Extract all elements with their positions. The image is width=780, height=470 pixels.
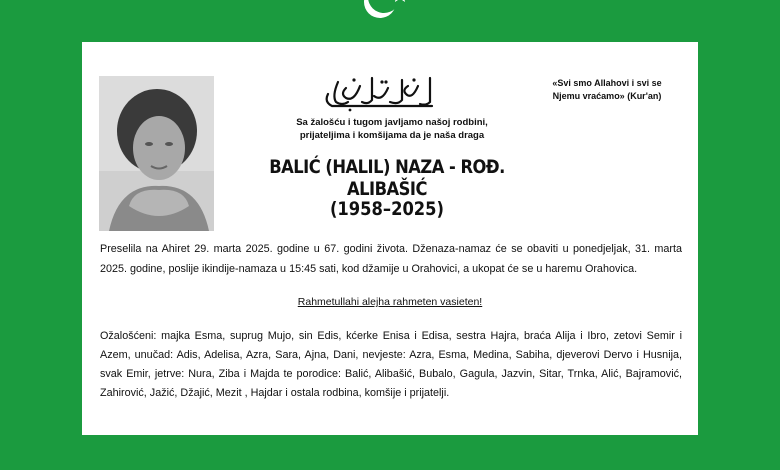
deceased-name: BALIĆ (HALIL) NAZA - ROĐ. ALIBAŠIĆ	[269, 156, 505, 200]
quote-line: «Svi smo Allahovi i svi se	[552, 78, 662, 88]
intro-line: prijateljima i komšijama da je naša draga	[299, 130, 485, 141]
intro-line: Sa žalošću i tugom javljamo našoj rodbini,	[296, 117, 488, 128]
announcement-text: Preselila na Ahiret 29. marta 2025. godine u 67. godini života. Dženaza-namaz će se obaviti u ponedjeljak, 31. marta 2025. godine, poslije ikindije-namaza u 15:45 sati, kod džamije u Orahovici, a ukopat će se u haremu Orahovica.	[100, 243, 682, 275]
intro-text	[247, 116, 537, 142]
quran-quote	[527, 77, 687, 103]
mourners-list: Ožalošćeni: majka Esma, suprug Mujo, sin Edis, kćerke Enisa i Edisa, sestra Hajra, braća Alija i Ibro, zetovi Semir i Azem, unučad: Adis, Adelisa, Azra, Sara, Ajna, Dani, nevjeste: Azra, Esma, Medina, Sabiha, djeverovi Dervo i Husnija, svak Emir, jetrve: Nura, Ziba i Majda te porodice: Balić, Alibašić, Bubalo, Gagula, Jazvin, Sitar, Trnka, Alić, Bajramović, Zahirović, Jažić, Džajić, Mezit , Hajdar i ostala rodbina, komšije i prijatelji.	[100, 330, 682, 399]
crescent-star-icon	[350, 0, 430, 26]
deceased-years: (1958–2025)	[329, 198, 445, 220]
prayer-line: Rahmetullahi alejha rahmeten vasieten!	[297, 296, 483, 308]
obituary-card	[82, 42, 698, 435]
deceased-photo	[99, 76, 214, 231]
arabic-calligraphy	[322, 72, 442, 112]
quote-line: Njemu vraćamo» (Kur'an)	[552, 91, 662, 101]
